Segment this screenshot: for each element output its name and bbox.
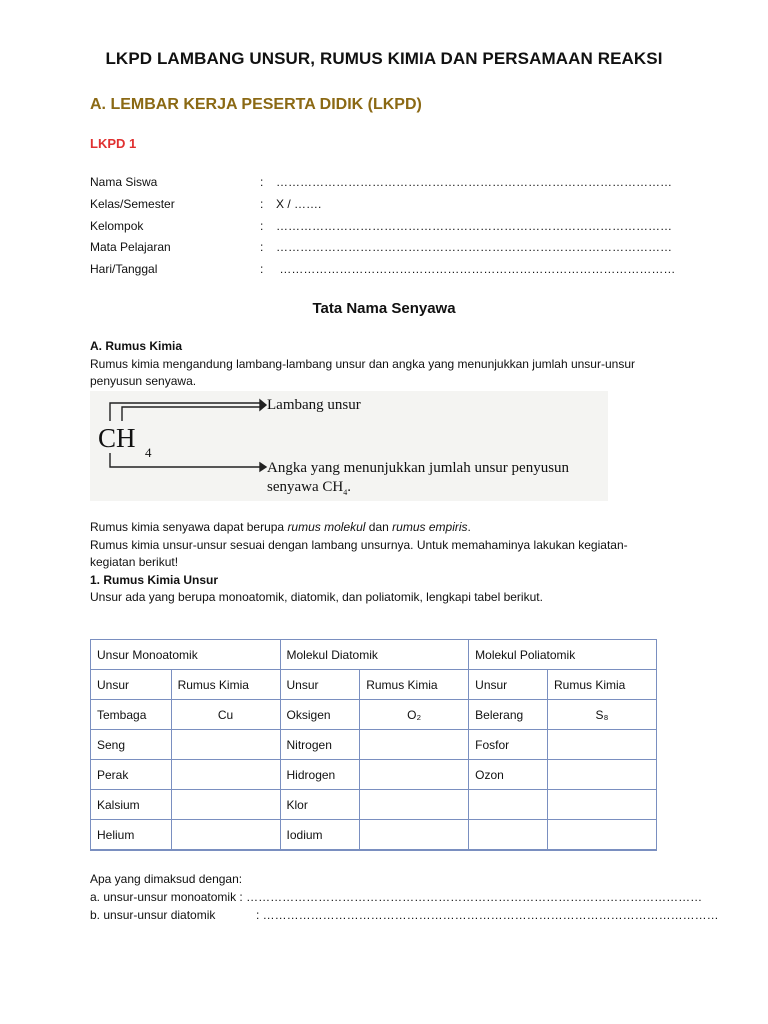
- group-monoatomik: Unsur Monoatomik: [91, 640, 281, 670]
- cell-rumus[interactable]: [360, 820, 469, 851]
- cell-unsur: Iodium: [280, 820, 360, 851]
- field-value: ………………………………………………………………………………………: [276, 175, 672, 189]
- col-unsur: Unsur: [469, 670, 548, 700]
- cell-unsur: Klor: [280, 790, 360, 820]
- col-rumus: Rumus Kimia: [171, 670, 280, 700]
- table-row: [91, 790, 657, 820]
- document-title: LKPD LAMBANG UNSUR, RUMUS KIMIA DAN PERSAMAAN REAKSI: [105, 49, 663, 68]
- col-rumus: Rumus Kimia: [548, 670, 657, 700]
- term-rumus-empiris: rumus empiris: [392, 520, 468, 534]
- cell-unsur: Belerang: [469, 700, 548, 730]
- field-value: ………………………………………………………………………………………: [276, 262, 676, 276]
- formula-ch: CH: [98, 423, 136, 453]
- cell-unsur: Fosfor: [469, 730, 548, 760]
- question-a: a. unsur-unsur monoatomik : ……………………………………………………………………………………………………: [90, 890, 703, 904]
- text: Rumus kimia senyawa dapat berupa: [90, 520, 288, 534]
- cell-rumus[interactable]: Cu: [171, 700, 280, 730]
- element-table: [90, 639, 657, 851]
- cell-unsur: Ozon: [469, 760, 548, 790]
- label-angka: Angka yang menunjukkan jumlah unsur penyusun: [267, 460, 570, 476]
- cell-rumus[interactable]: [360, 760, 469, 790]
- table-column-header: [91, 670, 657, 700]
- field-label: Kelas/Semester: [90, 197, 175, 211]
- field-value: X / …….: [276, 197, 322, 211]
- table-row: [91, 700, 657, 730]
- sub-description: Unsur ada yang berupa monoatomik, diatomik, dan poliatomik, lengkapi tabel berikut.: [90, 590, 543, 604]
- group-poliatomik: Molekul Poliatomik: [469, 640, 657, 670]
- cell-rumus[interactable]: O₂: [360, 700, 469, 730]
- question-b-value: : ……………………………………………………………………………………………………: [256, 908, 719, 922]
- field-kelas-semester: Kelas/Semester : X / …….: [90, 197, 322, 211]
- subtitle: Tata Nama Senyawa: [312, 300, 456, 317]
- cell-rumus[interactable]: [171, 760, 280, 790]
- col-rumus: Rumus Kimia: [360, 670, 469, 700]
- paragraph-instructions: Rumus kimia unsur-unsur sesuai dengan lambang unsurnya. Untuk memahaminya lakukan kegiatan-kegiatan berikut!: [90, 538, 628, 569]
- cell-rumus[interactable]: [548, 730, 657, 760]
- field-nama-siswa: Nama Siswa : ………………………………………………………………………………………: [90, 175, 672, 189]
- cell-rumus[interactable]: [548, 760, 657, 790]
- section-heading: A. LEMBAR KERJA PESERTA DIDIK (LKPD): [90, 96, 422, 113]
- lkpd-label: LKPD 1: [90, 136, 137, 151]
- cell-unsur: Oksigen: [280, 700, 360, 730]
- cell-rumus[interactable]: [171, 730, 280, 760]
- cell-unsur: Nitrogen: [280, 730, 360, 760]
- paragraph-rumus-types: [90, 519, 670, 536]
- field-value: ………………………………………………………………………………………: [276, 219, 672, 233]
- table-row: [91, 760, 657, 790]
- field-value: ………………………………………………………………………………………: [276, 240, 672, 254]
- field-label: Nama Siswa: [90, 175, 158, 189]
- field-mata-pelajaran: Mata Pelajaran : ………………………………………………………………………………………: [90, 240, 672, 254]
- table-group-header: [91, 640, 657, 670]
- col-unsur: Unsur: [280, 670, 360, 700]
- cell-unsur: Tembaga: [91, 700, 172, 730]
- cell-rumus[interactable]: [171, 820, 280, 851]
- field-hari-tanggal: Hari/Tanggal : ………………………………………………………………………………………: [90, 262, 676, 276]
- rumus-description: Rumus kimia mengandung lambang-lambang unsur dan angka yang menunjukkan jumlah unsur-unsur penyusun senyawa.: [90, 357, 635, 388]
- text: dan: [365, 520, 393, 534]
- field-label: Kelompok: [90, 219, 144, 233]
- field-label: Mata Pelajaran: [90, 240, 171, 254]
- cell-rumus[interactable]: [171, 790, 280, 820]
- cell-rumus[interactable]: [548, 820, 657, 851]
- label-senyawa: [267, 479, 351, 497]
- field-kelompok: Kelompok : ………………………………………………………………………………………: [90, 219, 672, 233]
- sub-heading: 1. Rumus Kimia Unsur: [90, 573, 219, 587]
- label-senyawa-text: senyawa CH: [267, 479, 344, 495]
- cell-rumus[interactable]: [548, 790, 657, 820]
- label-lambang-unsur: Lambang unsur: [267, 397, 361, 413]
- cell-unsur: Kalsium: [91, 790, 172, 820]
- question-b: [90, 907, 719, 924]
- cell-rumus[interactable]: S₈: [548, 700, 657, 730]
- col-unsur: Unsur: [91, 670, 172, 700]
- ch4-diagram: [90, 391, 608, 501]
- formula-subscript: 4: [145, 445, 152, 460]
- text: .: [467, 520, 471, 534]
- cell-unsur: Hidrogen: [280, 760, 360, 790]
- cell-unsur: Seng: [91, 730, 172, 760]
- rumus-heading: A. Rumus Kimia: [90, 339, 183, 353]
- question-intro: Apa yang dimaksud dengan:: [90, 872, 243, 886]
- field-label: Hari/Tanggal: [90, 262, 158, 276]
- cell-unsur: Perak: [91, 760, 172, 790]
- label-senyawa-sub: 4: [343, 488, 348, 497]
- table-row: [91, 730, 657, 760]
- label-senyawa-end: .: [347, 479, 351, 495]
- cell-rumus[interactable]: [360, 730, 469, 760]
- cell-unsur: [469, 820, 548, 851]
- cell-unsur: [469, 790, 548, 820]
- cell-rumus[interactable]: [360, 790, 469, 820]
- cell-unsur: Helium: [91, 820, 172, 851]
- table-row: [91, 820, 657, 851]
- question-b-label: b. unsur-unsur diatomik: [90, 908, 216, 922]
- term-rumus-molekul: rumus molekul: [287, 520, 366, 534]
- group-diatomik: Molekul Diatomik: [280, 640, 469, 670]
